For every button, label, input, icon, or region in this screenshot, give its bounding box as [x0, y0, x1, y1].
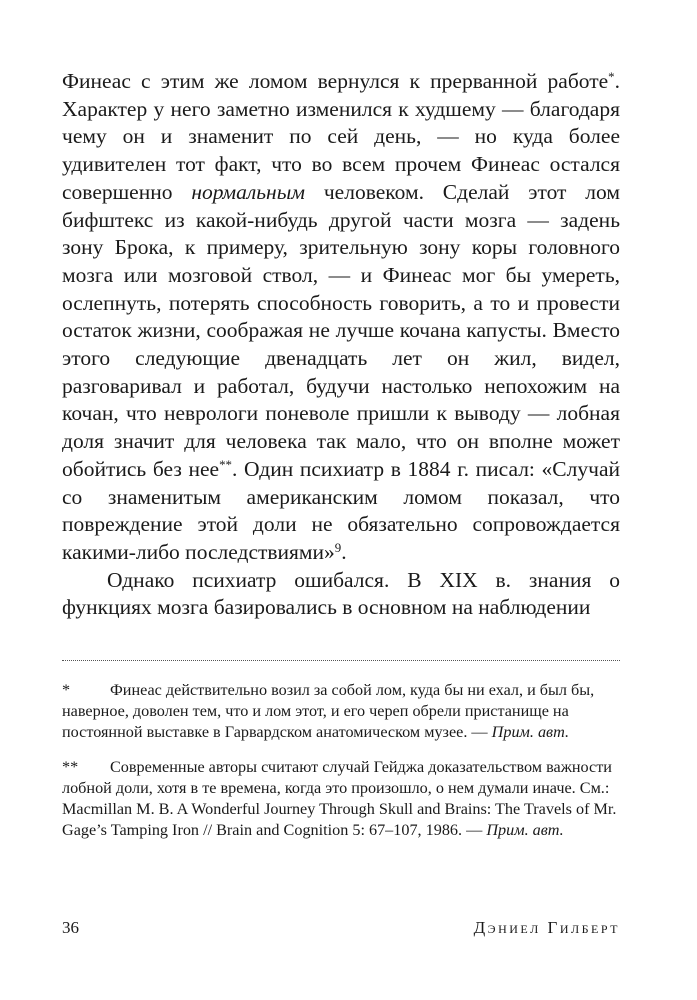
paragraph-2: Однако психиатр ошибался. В XIX в. знания о функциях мозга базировались в основном на наблюдении — [62, 567, 620, 620]
footnote-1-mark: * — [62, 681, 71, 699]
body-text — [62, 68, 620, 622]
page-number: 36 — [62, 918, 79, 937]
paragraph-1 — [62, 68, 620, 567]
footnote-ref-2: ** — [219, 457, 232, 472]
footnote-ref-1: * — [608, 69, 615, 84]
footnote-2-note: Прим. авт. — [486, 821, 564, 840]
emphasis-normal: нормальным — [191, 179, 306, 204]
footnotes — [62, 680, 620, 854]
footnote-2-mark: ** — [62, 757, 79, 776]
paragraph-1-text-e: . — [341, 539, 347, 564]
running-head-author: Дэниел Гилберт — [473, 918, 620, 937]
paragraph-1-text-c: человеком. Сделай этот лом бифштекс из какой-нибудь другой части мозга — задень зону Брока, к примеру, зрительную зону коры головного мозга или мозговой ствол, — и Финеас мог бы умереть, ослепнуть, потерять способность говорить, а то и провести остаток жизни, соображая не лучше кочана капусты. Вместо этого следующие двенадцать лет он жил, видел, разговаривал и работал, будучи настолько непохожим на кочан, что неврологи поневоле пришли к выводу — лобная доля значит для человека так мало, что он вполне может обойтись без нее — [62, 179, 620, 481]
endnote-ref-9: 9 — [334, 540, 342, 555]
footnote-divider — [62, 660, 620, 661]
paragraph-1-text-a: Финеас с этим же ломом вернулся к прерванной работе — [62, 69, 609, 93]
footnote-2-text: Современные авторы считают случай Гейджа доказательством важности лобной доли, хотя в те времена, когда это произошло, о нем думали иначе. См.: Macmillan M. B. A Wonderful Journey Through Skull and Brains: The Travels of Mr. Gage’s Tamping Iron // Brain and Cognition 5: 67–107, 1986. — — [62, 757, 617, 840]
main-body — [62, 68, 620, 622]
footnote-2 — [62, 757, 620, 842]
footnote-1-note: Прим. авт. — [491, 723, 570, 742]
footnote-1-text: Финеас действительно возил за собой лом, куда бы ни ехал, и был бы, наверное, доволен тем, что и лом этот, и его череп обрели пристанище на постоянной выставке в Гарвардском анатомическом музее. — — [62, 681, 595, 742]
paragraph-1-text-b: . Характер у него заметно изменился к худшему — благодаря чему он и знаменит по сей день, — но куда более удивителен тот факт, что во всем прочем Финеас остался совершенно — [62, 69, 620, 204]
footnote-1 — [62, 680, 620, 744]
paragraph-1-text-d: . Один психиатр в 1884 г. писал: «Случай со знаменитым американским ломом показал, что повреждение этой доли не обязательно сопровождается какими-либо последствиями» — [62, 456, 620, 564]
